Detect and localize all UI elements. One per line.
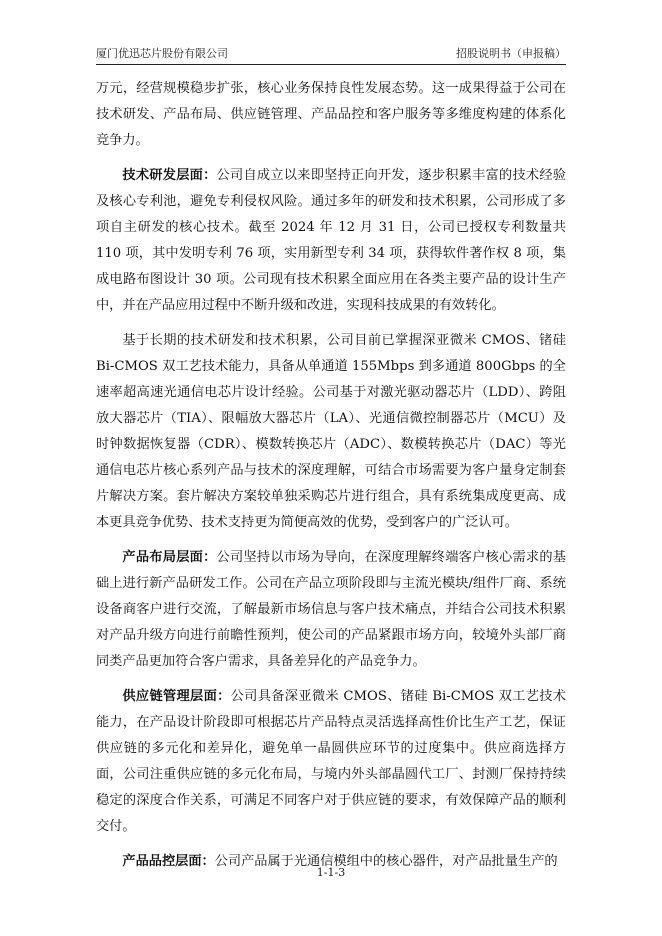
paragraph-text: 基于长期的技术研发和技术积累，公司目前已掌握深亚微米 CMOS、锗硅 Bi-CMOS 双工艺技术能力，具备从单通道 155Mbps 到多通道 800Gbps 的全速率超高速光通信电芯片设计经验。公司基于对激光驱动器芯片（LDD）、跨阻放大器芯片（TIA）、限幅放大器芯片（LA）、光通信微控制器芯片（MCU）及时钟数据恢复器（CDR）、模数转换芯片（ADC）、数模转换芯片（DAC）等光通信电芯片核心系列产品与技术的深度理解，可结合市场需要为客户量身定制套片解决方案。套片解决方案较单独采购芯片进行组合，具有系统集成度更高、成本更具竞争优势、技术支持更为简便高效的优势，受到客户的广泛认可。 — [96, 333, 566, 530]
paragraph-continuation — [96, 76, 566, 154]
header-document-type: 招股说明书（申报稿） — [456, 47, 566, 60]
paragraph-text: 公司具备深亚微米 CMOS、锗硅 Bi-CMOS 双工艺技术能力，在产品设计阶段即可根据芯片产品特点灵活选择高性价比生产工艺，保证供应链的多元化和差异化，避免单一晶圆供应环节的过度集中。供应商选择方面，公司注重供应链的多元化布局，与境内外头部晶圆代工厂、封测厂保持持续稳定的深度合作关系，可满足不同客户对于供应链的要求，有效保障产品的顺利交付。 — [96, 689, 566, 834]
paragraph-lead: 产品布局层面： — [122, 550, 217, 565]
page-number: 1-1-3 — [316, 866, 346, 879]
header-company-name: 厦门优迅芯片股份有限公司 — [96, 47, 228, 60]
paragraph-supply-chain — [96, 684, 566, 840]
paragraph-text: 公司自成立以来即坚持正向开发，逐步积累丰富的技术经验及核心专利池，避免专利侵权风险。通过多年的研发和技术积累，公司形成了多项自主研发的核心技术。截至 2024 年 12 月 31 日，公司已授权专利数量共 110 项，其中发明专利 76 项，实用新型专利 34 项，获得软件著作权 8 项，集成电路布图设计 30 项。公司现有技术积累全面应用在各类主要产品的设计生产中，并在产品应用过程中不断升级和改进，实现科技成果的有效转化。 — [96, 168, 566, 313]
page-footer — [0, 866, 662, 879]
paragraph-text: 万元，经营规模稳步扩张，核心业务保持良性发展态势。这一成果得益于公司在技术研发、产品布局、供应链管理、产品品控和客户服务等多维度构建的体系化竞争力。 — [96, 81, 566, 148]
paragraph-lead: 供应链管理层面： — [122, 689, 231, 704]
paragraph-text: 公司坚持以市场为导向，在深度理解终端客户核心需求的基础上进行新产品研发工作。公司在产品立项阶段即与主流光模块/组件厂商、系统设备商客户进行交流，了解最新市场信息与客户技术痛点，并结合公司技术积累对产品升级方向进行前瞻性预判，使公司的产品紧跟市场方向，较境外头部厂商同类产品更加符合客户需求，具备差异化的产品竞争力。 — [96, 550, 566, 669]
paragraph-lead: 产品品控层面： — [122, 854, 215, 869]
paragraph-tech-accumulation — [96, 328, 566, 536]
paragraph-text: 公司产品属于光通信模组中的核心器件，对产品批量生产的 — [214, 854, 558, 869]
paragraph-tech-rd — [96, 163, 566, 319]
page-header — [96, 44, 566, 65]
paragraph-lead: 技术研发层面： — [122, 168, 217, 183]
document-body — [96, 76, 566, 884]
paragraph-product-layout — [96, 545, 566, 675]
